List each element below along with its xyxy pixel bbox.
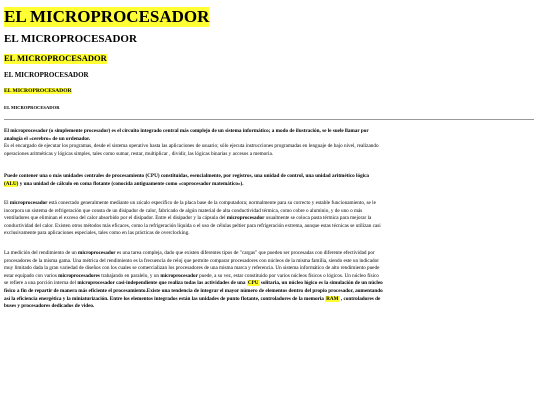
paragraph-performance	[4, 250, 384, 311]
paragraph-cooling-text-c: está conectado generalmente mediante un zócalo específico de la placa base de la computadora; normalmente para su correcto y estable funcionamiento, se le incorpora un sistema de refrigeración que consta de un disipador de calor, fabricado de algún material de alta conductividad térmica, como cobre o aluminio, y de uno o más ventiladores que eliminan el exceso del calor absorbido por el disipador. Entre el disipador y la cápsula del	[4, 200, 376, 222]
paragraph-cpu-text-a: Puede contener una o más unidades centrales de procesamiento (CPU) constituidas, esencialmente, por registros, una unidad de control, una unidad aritmético lógica	[4, 173, 370, 179]
paragraph-performance-bold-5: solitaria, un núcleo lógico es la simulación de un núcleo físico a fin de repartir de manera más eficiente el procesamiento.Existe una tendencia de integrar el mayor número de elementos dentro del propio procesador, aumentando así la eficiencia energética y la miniaturización. Entre los elementos integrados están las unidades de punto flotante, controladores de la memoria	[4, 280, 383, 302]
heading-2: EL MICROPROCESADOR	[4, 33, 137, 45]
paragraph-cooling-text-a: El	[4, 200, 10, 206]
paragraph-performance-bold-1: microprocesador	[78, 250, 116, 256]
paragraph-cooling-text-d: usualmente se coloca pasta térmica para mejorar la conductividad del calor. Existen otros métodos más eficaces, como la refrigeración líquida o el uso de células peltier para refrigeración extrema, aunque estas técnicas se utilizan casi exclusivamente para aplicaciones especiales, tales como en las prácticas de overclocking.	[4, 215, 381, 237]
paragraph-intro-text: Es el encargado de ejecutar los programas, desde el sistema operativo hasta las aplicaciones de usuario; sólo ejecuta instrucciones programadas en lenguaje de bajo nivel, realizando operaciones aritméticas y lógicas simples, tales como sumar, restar, multiplicar , dividir, las lógicas binarias y accesos a memoria.	[4, 143, 379, 157]
heading-3: EL MICROPROCESADOR	[4, 53, 107, 63]
paragraph-intro	[4, 128, 384, 158]
divider	[4, 119, 534, 120]
paragraph-cpu-text-b: y una unidad de cálculo en coma flotante (conocida antiguamente como «coprocesador matemático»).	[18, 180, 244, 187]
paragraph-performance-text-a: La medición del rendimiento de un	[4, 250, 79, 256]
alu-highlight: (ALU)	[4, 180, 19, 187]
paragraph-performance-text-d: trabajando en paralelo, y un	[99, 272, 161, 279]
heading-1: EL MICROPROCESADOR	[4, 7, 210, 26]
paragraph-performance-text-e: puede, a su vez, estar constituido por varios núcleos físicos o lógicos. Un núcleo físico se refiere a una porción interna del	[4, 272, 379, 287]
ram-highlight: RAM	[326, 295, 339, 302]
paragraph-performance-text-c: es una tarea compleja, dado que existen diferentes tipos de "cargas" que pueden ser procesadas con diferente efectividad por procesadores de la misma gama. Una métrica del rendimiento es la frecuencia de reloj que permite comparar procesadores con núcleos de la misma familia, siendo este un indicador muy limitado dada la gran variedad de diseños con los cuales se comercializan los procesadores de una misma marca y referencia. Un sistema informático de alto rendimiento puede estar equipado con varios	[4, 250, 380, 279]
heading-6: EL MICROPROCESADOR	[4, 105, 60, 110]
paragraph-intro-bold: El microprocesador (o simplemente procesador) es el circuito integrado central más complejo de un sistema informático; a modo de ilustración, se le suele llamar por analogía el «cerebro» de un ordenador.	[4, 128, 369, 142]
paragraph-cpu	[4, 173, 384, 188]
paragraph-cooling-bold-2: microprocesador	[226, 215, 265, 222]
heading-4: EL MICROPROCESADOR	[4, 71, 89, 79]
paragraph-performance-bold-2: microprocesadores	[58, 272, 100, 279]
paragraph-cooling	[4, 200, 384, 238]
paragraph-performance-bold-4: microprocesador casi-independiente que realiza todas las actividades de una	[77, 280, 247, 287]
cpu-highlight: CPU	[247, 280, 259, 287]
heading-5: EL MICROPROCESADOR	[4, 88, 72, 94]
paragraph-performance-bold-6: , controladores de buses y procesadores dedicados de video.	[4, 295, 381, 310]
paragraph-cooling-bold-1: microprocesador	[9, 200, 48, 206]
paragraph-performance-bold-3: microprocesador	[160, 272, 198, 279]
